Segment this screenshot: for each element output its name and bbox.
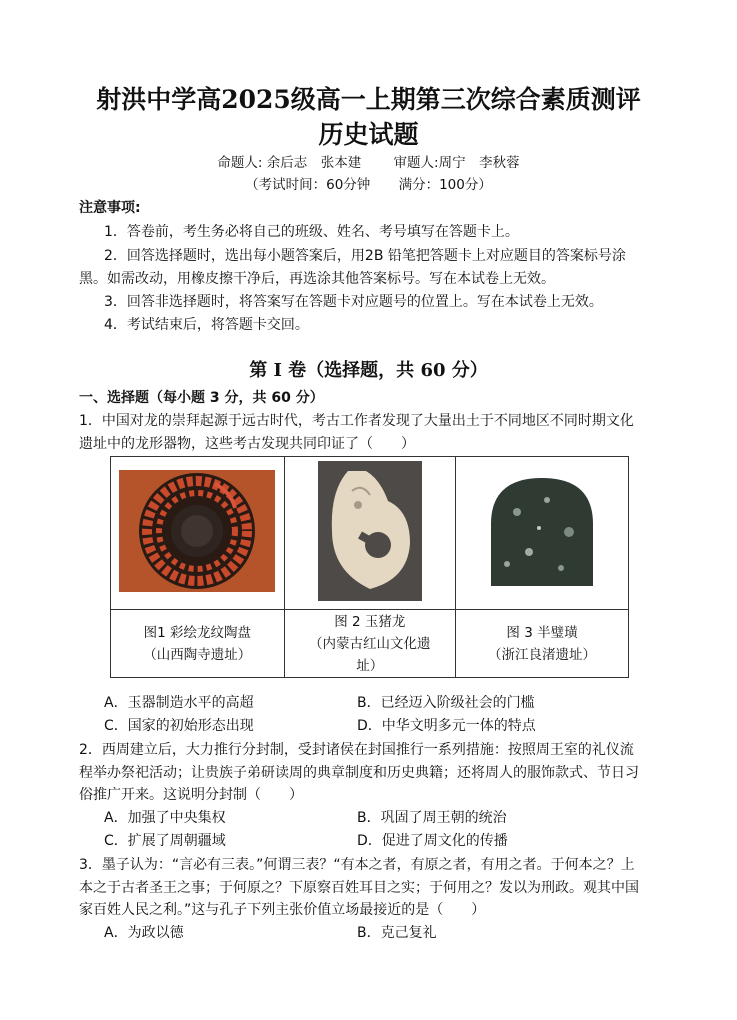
time-score-line	[0, 173, 737, 193]
q2-option-c: C．扩展了周朝疆域	[104, 833, 226, 849]
q3-option-b: B．克己复礼	[357, 925, 437, 941]
figure-caption	[456, 610, 629, 678]
authors-line	[0, 151, 737, 171]
notice-item: 1．答卷前，考生务必将自己的班级、姓名、考号填写在答题卡上。	[104, 224, 519, 240]
q1-figure-table	[110, 456, 629, 678]
dragon-plate-image	[119, 470, 275, 592]
q3-option-a: A．为政以德	[104, 925, 184, 941]
jade-pig-dragon-image	[318, 461, 422, 601]
q2-option-d: D．促进了周文化的传播	[357, 833, 508, 849]
caption-line: （内蒙古红山文化遗	[309, 635, 431, 652]
figure-caption	[284, 610, 455, 678]
q3-stem: 家百姓人民之利。”这与孔子下列主张价值立场最接近的是（ ）	[79, 902, 486, 918]
exam-subject: 历史试题	[318, 120, 419, 149]
q2-option-b: B．巩固了周王朝的统治	[357, 810, 507, 826]
q1-stem: 1．中国对龙的崇拜起源于远古时代，考古工作者发现了大量出土于不同地区不同时期文化	[79, 413, 634, 429]
caption-line: 图1 彩绘龙纹陶盘	[143, 624, 251, 641]
reviewer-label: 审题人:周宁 李秋蓉	[393, 155, 520, 171]
exam-time: （考试时间：60分钟	[245, 177, 371, 193]
notice-item: 4．考试结束后，将答题卡交回。	[104, 317, 309, 333]
q1-option-d: D．中华文明多元一体的特点	[357, 718, 536, 734]
exam-title: 射洪中学高2025级高一上期第三次综合素质测评	[96, 85, 641, 114]
notice-item: 2．回答选择题时，选出每小题答案后，用2B 铅笔把答题卡上对应题目的答案标号涂	[104, 248, 626, 264]
setter-label: 命题人: 余后志 张本建	[217, 155, 362, 171]
caption-line: 图 3 半璧璜	[506, 624, 578, 641]
figure-cell	[111, 457, 285, 610]
half-bi-huang-image	[477, 472, 607, 590]
q1-option-b: B．已经迈入阶级社会的门槛	[357, 695, 535, 711]
notice-heading: 注意事项:	[79, 200, 141, 216]
q3-stem: 本之于古者圣王之事；于何原之？下原察百姓耳目之实；于何用之？发以为刑政。观其中国	[79, 880, 639, 896]
caption-line: 址）	[356, 657, 384, 674]
q2-stem: 俗推广开来。这说明分封制（ ）	[79, 787, 303, 803]
q2-option-a: A．加强了中央集权	[104, 810, 226, 826]
q1-option-c: C．国家的初始形态出现	[104, 718, 254, 734]
q1-option-a: A．玉器制造水平的高超	[104, 695, 254, 711]
q2-stem: 程举办祭祀活动；让贵族子弟研读周的典章制度和历史典籍；还将周人的服饰款式、节日习	[79, 765, 639, 781]
notice-item: 黑。如需改动，用橡皮擦干净后，再选涂其他答案标号。写在本试卷上无效。	[79, 271, 555, 287]
section-title: 第 I 卷（选择题，共 60 分）	[249, 360, 488, 381]
figure-cell	[456, 457, 629, 610]
q3-stem: 3．墨子认为：“言必有三表。”何谓三表？“有本之者，有原之者，有用之者。于何本之？上	[79, 857, 635, 873]
caption-line: （浙江良渚遗址）	[488, 646, 596, 663]
figure-caption	[111, 610, 285, 678]
part-heading: 一、选择题（每小题 3 分，共 60 分）	[79, 390, 324, 406]
q2-stem: 2．西周建立后，大力推行分封制，受封诸侯在封国推行一系列措施：按照周王室的礼仪流	[79, 742, 634, 758]
q1-stem: 遗址中的龙形器物，这些考古发现共同印证了（ ）	[79, 436, 415, 452]
exam-score: 满分：100分）	[398, 177, 492, 193]
caption-line: （山西陶寺遗址）	[143, 646, 252, 663]
caption-line: 图 2 玉猪龙	[334, 613, 406, 630]
figure-cell	[284, 457, 455, 610]
notice-item: 3．回答非选择题时，将答案写在答题卡对应题号的位置上。写在本试卷上无效。	[104, 294, 603, 310]
